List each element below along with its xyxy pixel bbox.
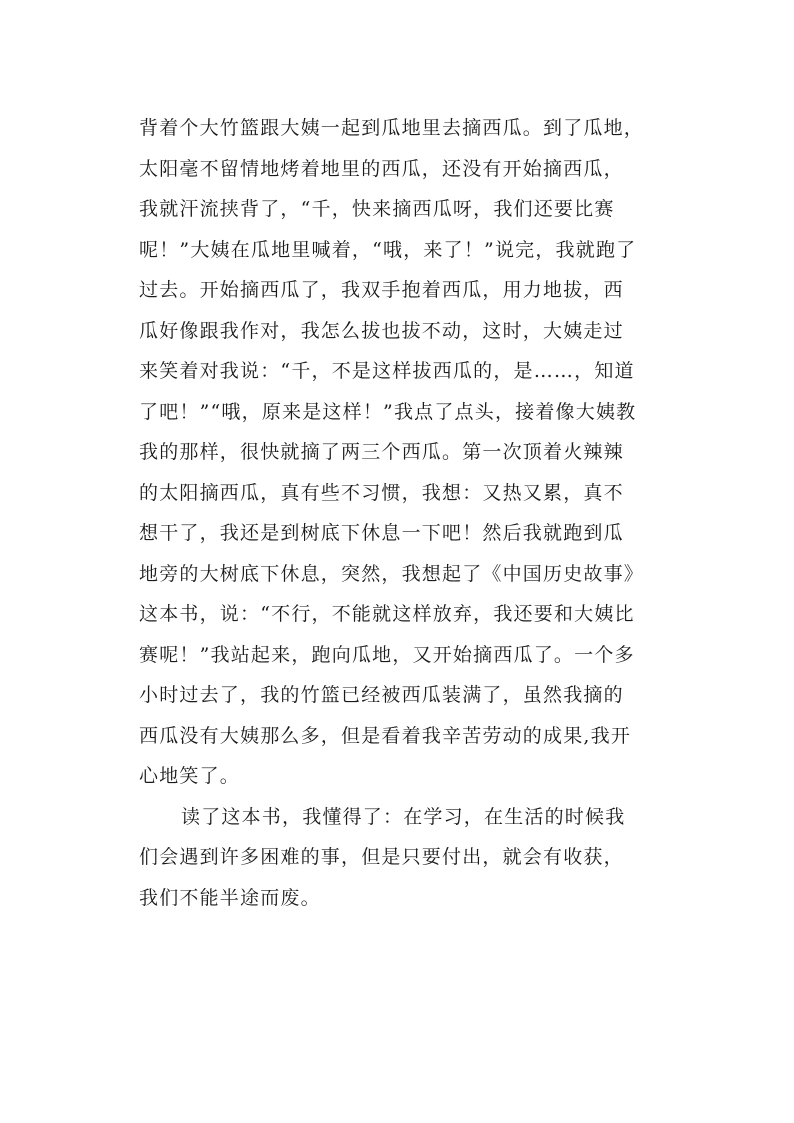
paragraph-first-line: 读了这本书，我懂得了：在学习，在生活的时候我 [181,805,626,828]
text-line: 背着个大竹篮跟大姨一起到瓜地里去摘西瓜。到了瓜地， [139,117,645,139]
text-line: 地旁的大树底下休息，突然，我想起了《中国历史故事》 [139,562,645,585]
text-line: 我们不能半途而废。 [139,886,321,909]
text-line: 过去。开始摘西瓜了，我双手抱着西瓜，用力地拔，西 [139,279,624,301]
text-line: 小时过去了，我的竹篮已经被西瓜装满了，虽然我摘的 [139,684,624,706]
text-line: 瓜好像跟我作对，我怎么拔也拔不动，这时，大姨走过 [139,319,624,342]
document-body [139,108,659,918]
text-line: 西瓜没有大姨那么多，但是看着我辛苦劳动的成果,我开 [139,724,632,747]
text-line: 的太阳摘西瓜，真有些不习惯，我想：又热又累，真不 [139,481,624,504]
text-line: 我的那样，很快就摘了两三个西瓜。第一次顶着火辣辣 [139,441,624,463]
text-line: 了吧！”“哦，原来是这样！”我点了点头，接着像大姨教 [139,400,637,423]
text-line: 这本书，说：“不行，不能就这样放弃，我还要和大姨比 [139,603,635,625]
text-line: 们会遇到许多困难的事，但是只要付出，就会有收获， [139,846,624,868]
text-line: 太阳毫不留情地烤着地里的西瓜，还没有开始摘西瓜， [139,157,624,180]
text-line: 呢！”大姨在瓜地里喊着，“哦，来了！”说完，我就跑了 [139,238,637,261]
text-line: 赛呢！”我站起来，跑向瓜地，又开始摘西瓜了。一个多 [139,643,635,666]
text-line: 来笑着对我说：“千，不是这样拔西瓜的，是……，知道 [139,360,635,382]
text-line: 我就汗流挟背了，“千，快来摘西瓜呀，我们还要比赛 [139,198,615,220]
text-line: 想干了，我还是到树底下休息一下吧！然后我就跑到瓜 [139,522,624,544]
text-line: 心地笑了。 [139,765,241,787]
